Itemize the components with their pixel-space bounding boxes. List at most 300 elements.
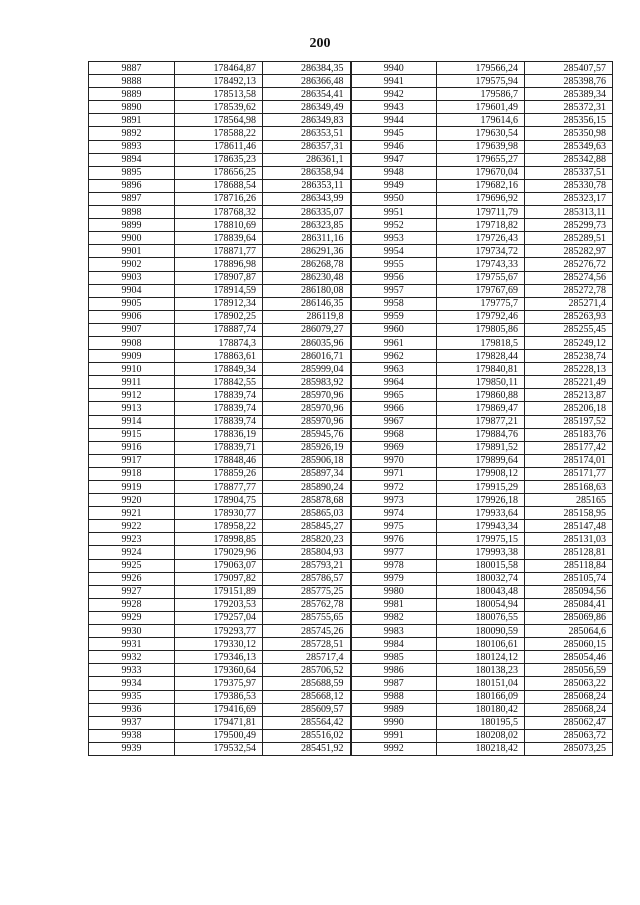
y-coordinate-cell: 285206,18 bbox=[525, 402, 613, 415]
y-coordinate-cell: 285263,93 bbox=[525, 310, 613, 323]
y-coordinate-cell: 286354,41 bbox=[263, 88, 351, 101]
y-coordinate-cell: 285068,24 bbox=[525, 690, 613, 703]
y-coordinate-cell: 286291,36 bbox=[263, 245, 351, 258]
x-coordinate-cell: 179655,27 bbox=[437, 153, 525, 166]
point-id-cell: 9978 bbox=[351, 559, 437, 572]
y-coordinate-cell: 285062,47 bbox=[525, 716, 613, 729]
point-id-cell: 9893 bbox=[89, 140, 175, 153]
y-coordinate-cell: 285970,96 bbox=[263, 389, 351, 402]
point-id-cell: 9987 bbox=[351, 677, 437, 690]
table-row bbox=[89, 310, 613, 323]
x-coordinate-cell: 178839,74 bbox=[175, 415, 263, 428]
point-id-cell: 9986 bbox=[351, 664, 437, 677]
y-coordinate-cell: 286353,51 bbox=[263, 127, 351, 140]
table-row bbox=[89, 271, 613, 284]
x-coordinate-cell: 178688,54 bbox=[175, 179, 263, 192]
y-coordinate-cell: 285717,4 bbox=[263, 651, 351, 664]
x-coordinate-cell: 179586,7 bbox=[437, 88, 525, 101]
x-coordinate-cell: 179792,46 bbox=[437, 310, 525, 323]
y-coordinate-cell: 285349,63 bbox=[525, 140, 613, 153]
x-coordinate-cell: 180124,12 bbox=[437, 651, 525, 664]
table-row bbox=[89, 245, 613, 258]
point-id-cell: 9976 bbox=[351, 533, 437, 546]
point-id-cell: 9931 bbox=[89, 638, 175, 651]
x-coordinate-cell: 179257,04 bbox=[175, 611, 263, 624]
x-coordinate-cell: 178768,32 bbox=[175, 206, 263, 219]
y-coordinate-cell: 285330,78 bbox=[525, 179, 613, 192]
point-id-cell: 9903 bbox=[89, 271, 175, 284]
table-row bbox=[89, 677, 613, 690]
y-coordinate-cell: 286079,27 bbox=[263, 323, 351, 336]
y-coordinate-cell: 285999,04 bbox=[263, 363, 351, 376]
x-coordinate-cell: 179029,96 bbox=[175, 546, 263, 559]
table-row bbox=[89, 258, 613, 271]
y-coordinate-cell: 286268,78 bbox=[263, 258, 351, 271]
y-coordinate-cell: 286311,16 bbox=[263, 232, 351, 245]
x-coordinate-cell: 178958,22 bbox=[175, 520, 263, 533]
y-coordinate-cell: 286361,1 bbox=[263, 153, 351, 166]
x-coordinate-cell: 178904,75 bbox=[175, 494, 263, 507]
x-coordinate-cell: 179943,34 bbox=[437, 520, 525, 533]
y-coordinate-cell: 285063,72 bbox=[525, 729, 613, 742]
table-row bbox=[89, 716, 613, 729]
x-coordinate-cell: 178871,77 bbox=[175, 245, 263, 258]
point-id-cell: 9950 bbox=[351, 192, 437, 205]
point-id-cell: 9887 bbox=[89, 62, 175, 75]
x-coordinate-cell: 179670,04 bbox=[437, 166, 525, 179]
point-id-cell: 9899 bbox=[89, 219, 175, 232]
x-coordinate-cell: 179718,82 bbox=[437, 219, 525, 232]
y-coordinate-cell: 286343,99 bbox=[263, 192, 351, 205]
point-id-cell: 9954 bbox=[351, 245, 437, 258]
point-id-cell: 9905 bbox=[89, 297, 175, 310]
x-coordinate-cell: 180138,23 bbox=[437, 664, 525, 677]
x-coordinate-cell: 179993,38 bbox=[437, 546, 525, 559]
table-row bbox=[89, 389, 613, 402]
x-coordinate-cell: 178513,58 bbox=[175, 88, 263, 101]
y-coordinate-cell: 285970,96 bbox=[263, 402, 351, 415]
point-id-cell: 9892 bbox=[89, 127, 175, 140]
point-id-cell: 9953 bbox=[351, 232, 437, 245]
point-id-cell: 9888 bbox=[89, 75, 175, 88]
y-coordinate-cell: 285983,92 bbox=[263, 376, 351, 389]
x-coordinate-cell: 178902,25 bbox=[175, 310, 263, 323]
x-coordinate-cell: 178839,74 bbox=[175, 402, 263, 415]
point-id-cell: 9947 bbox=[351, 153, 437, 166]
x-coordinate-cell: 179877,21 bbox=[437, 415, 525, 428]
y-coordinate-cell: 285073,25 bbox=[525, 742, 613, 755]
x-coordinate-cell: 179151,89 bbox=[175, 585, 263, 598]
y-coordinate-cell: 285084,41 bbox=[525, 598, 613, 611]
y-coordinate-cell: 285060,15 bbox=[525, 638, 613, 651]
table-row bbox=[89, 546, 613, 559]
y-coordinate-cell: 286146,35 bbox=[263, 297, 351, 310]
x-coordinate-cell: 179850,11 bbox=[437, 376, 525, 389]
x-coordinate-cell: 179726,43 bbox=[437, 232, 525, 245]
point-id-cell: 9921 bbox=[89, 507, 175, 520]
point-id-cell: 9952 bbox=[351, 219, 437, 232]
x-coordinate-cell: 180166,09 bbox=[437, 690, 525, 703]
y-coordinate-cell: 285728,51 bbox=[263, 638, 351, 651]
table-row bbox=[89, 284, 613, 297]
x-coordinate-cell: 178836,19 bbox=[175, 428, 263, 441]
table-row bbox=[89, 88, 613, 101]
point-id-cell: 9992 bbox=[351, 742, 437, 755]
point-id-cell: 9930 bbox=[89, 625, 175, 638]
table-row bbox=[89, 454, 613, 467]
y-coordinate-cell: 285890,24 bbox=[263, 481, 351, 494]
x-coordinate-cell: 178839,71 bbox=[175, 441, 263, 454]
x-coordinate-cell: 179828,44 bbox=[437, 350, 525, 363]
x-coordinate-cell: 179614,6 bbox=[437, 114, 525, 127]
point-id-cell: 9959 bbox=[351, 310, 437, 323]
point-id-cell: 9960 bbox=[351, 323, 437, 336]
table-row bbox=[89, 179, 613, 192]
y-coordinate-cell: 285313,11 bbox=[525, 206, 613, 219]
y-coordinate-cell: 285158,95 bbox=[525, 507, 613, 520]
table-row bbox=[89, 481, 613, 494]
point-id-cell: 9955 bbox=[351, 258, 437, 271]
point-id-cell: 9936 bbox=[89, 703, 175, 716]
point-id-cell: 9958 bbox=[351, 297, 437, 310]
coordinates-table bbox=[88, 61, 613, 756]
x-coordinate-cell: 179891,52 bbox=[437, 441, 525, 454]
table-row bbox=[89, 127, 613, 140]
y-coordinate-cell: 285105,74 bbox=[525, 572, 613, 585]
point-id-cell: 9963 bbox=[351, 363, 437, 376]
x-coordinate-cell: 179471,81 bbox=[175, 716, 263, 729]
point-id-cell: 9948 bbox=[351, 166, 437, 179]
x-coordinate-cell: 180054,94 bbox=[437, 598, 525, 611]
point-id-cell: 9944 bbox=[351, 114, 437, 127]
x-coordinate-cell: 179532,54 bbox=[175, 742, 263, 755]
table-row bbox=[89, 598, 613, 611]
table-row bbox=[89, 690, 613, 703]
point-id-cell: 9939 bbox=[89, 742, 175, 755]
point-id-cell: 9951 bbox=[351, 206, 437, 219]
point-id-cell: 9919 bbox=[89, 481, 175, 494]
x-coordinate-cell: 180208,02 bbox=[437, 729, 525, 742]
y-coordinate-cell: 285289,51 bbox=[525, 232, 613, 245]
point-id-cell: 9937 bbox=[89, 716, 175, 729]
table-row bbox=[89, 729, 613, 742]
y-coordinate-cell: 285171,77 bbox=[525, 467, 613, 480]
y-coordinate-cell: 285372,31 bbox=[525, 101, 613, 114]
y-coordinate-cell: 285668,12 bbox=[263, 690, 351, 703]
point-id-cell: 9900 bbox=[89, 232, 175, 245]
table-row bbox=[89, 350, 613, 363]
y-coordinate-cell: 285745,26 bbox=[263, 625, 351, 638]
y-coordinate-cell: 286180,08 bbox=[263, 284, 351, 297]
x-coordinate-cell: 179575,94 bbox=[437, 75, 525, 88]
x-coordinate-cell: 178907,87 bbox=[175, 271, 263, 284]
table-row bbox=[89, 651, 613, 664]
page-number: 200 bbox=[309, 36, 331, 51]
point-id-cell: 9957 bbox=[351, 284, 437, 297]
y-coordinate-cell: 285165 bbox=[525, 494, 613, 507]
y-coordinate-cell: 285926,19 bbox=[263, 441, 351, 454]
x-coordinate-cell: 179696,92 bbox=[437, 192, 525, 205]
x-coordinate-cell: 179933,64 bbox=[437, 507, 525, 520]
point-id-cell: 9927 bbox=[89, 585, 175, 598]
point-id-cell: 9897 bbox=[89, 192, 175, 205]
table-row bbox=[89, 336, 613, 349]
x-coordinate-cell: 178859,26 bbox=[175, 467, 263, 480]
y-coordinate-cell: 285054,46 bbox=[525, 651, 613, 664]
y-coordinate-cell: 286349,49 bbox=[263, 101, 351, 114]
point-id-cell: 9970 bbox=[351, 454, 437, 467]
x-coordinate-cell: 179869,47 bbox=[437, 402, 525, 415]
y-coordinate-cell: 285897,34 bbox=[263, 467, 351, 480]
y-coordinate-cell: 285128,81 bbox=[525, 546, 613, 559]
y-coordinate-cell: 285276,72 bbox=[525, 258, 613, 271]
y-coordinate-cell: 285350,98 bbox=[525, 127, 613, 140]
x-coordinate-cell: 178492,13 bbox=[175, 75, 263, 88]
y-coordinate-cell: 285398,76 bbox=[525, 75, 613, 88]
table-row bbox=[89, 140, 613, 153]
point-id-cell: 9906 bbox=[89, 310, 175, 323]
y-coordinate-cell: 285271,4 bbox=[525, 297, 613, 310]
x-coordinate-cell: 178877,77 bbox=[175, 481, 263, 494]
point-id-cell: 9961 bbox=[351, 336, 437, 349]
table-row bbox=[89, 114, 613, 127]
point-id-cell: 9965 bbox=[351, 389, 437, 402]
table-row bbox=[89, 192, 613, 205]
y-coordinate-cell: 285177,42 bbox=[525, 441, 613, 454]
point-id-cell: 9968 bbox=[351, 428, 437, 441]
x-coordinate-cell: 179775,7 bbox=[437, 297, 525, 310]
y-coordinate-cell: 285183,76 bbox=[525, 428, 613, 441]
table-row bbox=[89, 402, 613, 415]
x-coordinate-cell: 179884,76 bbox=[437, 428, 525, 441]
point-id-cell: 9982 bbox=[351, 611, 437, 624]
y-coordinate-cell: 285238,74 bbox=[525, 350, 613, 363]
table-row bbox=[89, 585, 613, 598]
y-coordinate-cell: 285793,21 bbox=[263, 559, 351, 572]
point-id-cell: 9923 bbox=[89, 533, 175, 546]
point-id-cell: 9914 bbox=[89, 415, 175, 428]
point-id-cell: 9929 bbox=[89, 611, 175, 624]
y-coordinate-cell: 285118,84 bbox=[525, 559, 613, 572]
x-coordinate-cell: 180218,42 bbox=[437, 742, 525, 755]
x-coordinate-cell: 179097,82 bbox=[175, 572, 263, 585]
table-row bbox=[89, 494, 613, 507]
y-coordinate-cell: 285068,24 bbox=[525, 703, 613, 716]
y-coordinate-cell: 285056,59 bbox=[525, 664, 613, 677]
point-id-cell: 9902 bbox=[89, 258, 175, 271]
point-id-cell: 9956 bbox=[351, 271, 437, 284]
y-coordinate-cell: 285609,57 bbox=[263, 703, 351, 716]
y-coordinate-cell: 286384,35 bbox=[263, 62, 351, 75]
point-id-cell: 9974 bbox=[351, 507, 437, 520]
y-coordinate-cell: 286016,71 bbox=[263, 350, 351, 363]
x-coordinate-cell: 178896,98 bbox=[175, 258, 263, 271]
table-row bbox=[89, 62, 613, 75]
x-coordinate-cell: 178912,34 bbox=[175, 297, 263, 310]
point-id-cell: 9975 bbox=[351, 520, 437, 533]
table-row bbox=[89, 467, 613, 480]
table-row bbox=[89, 664, 613, 677]
point-id-cell: 9896 bbox=[89, 179, 175, 192]
y-coordinate-cell: 285688,59 bbox=[263, 677, 351, 690]
x-coordinate-cell: 179063,07 bbox=[175, 559, 263, 572]
point-id-cell: 9911 bbox=[89, 376, 175, 389]
point-id-cell: 9989 bbox=[351, 703, 437, 716]
x-coordinate-cell: 180180,42 bbox=[437, 703, 525, 716]
point-id-cell: 9946 bbox=[351, 140, 437, 153]
x-coordinate-cell: 178656,25 bbox=[175, 166, 263, 179]
point-id-cell: 9966 bbox=[351, 402, 437, 415]
point-id-cell: 9967 bbox=[351, 415, 437, 428]
y-coordinate-cell: 285906,18 bbox=[263, 454, 351, 467]
y-coordinate-cell: 285407,57 bbox=[525, 62, 613, 75]
x-coordinate-cell: 179711,79 bbox=[437, 206, 525, 219]
y-coordinate-cell: 285131,03 bbox=[525, 533, 613, 546]
point-id-cell: 9910 bbox=[89, 363, 175, 376]
y-coordinate-cell: 286119,8 bbox=[263, 310, 351, 323]
y-coordinate-cell: 285564,42 bbox=[263, 716, 351, 729]
y-coordinate-cell: 285786,57 bbox=[263, 572, 351, 585]
point-id-cell: 9922 bbox=[89, 520, 175, 533]
point-id-cell: 9980 bbox=[351, 585, 437, 598]
x-coordinate-cell: 179386,53 bbox=[175, 690, 263, 703]
x-coordinate-cell: 179899,64 bbox=[437, 454, 525, 467]
x-coordinate-cell: 178848,46 bbox=[175, 454, 263, 467]
table-row bbox=[89, 323, 613, 336]
y-coordinate-cell: 285865,03 bbox=[263, 507, 351, 520]
x-coordinate-cell: 178930,77 bbox=[175, 507, 263, 520]
table-row bbox=[89, 703, 613, 716]
x-coordinate-cell: 179416,69 bbox=[175, 703, 263, 716]
table-row bbox=[89, 441, 613, 454]
x-coordinate-cell: 180032,74 bbox=[437, 572, 525, 585]
y-coordinate-cell: 285945,76 bbox=[263, 428, 351, 441]
x-coordinate-cell: 178849,34 bbox=[175, 363, 263, 376]
table-row bbox=[89, 507, 613, 520]
x-coordinate-cell: 179601,49 bbox=[437, 101, 525, 114]
point-id-cell: 9891 bbox=[89, 114, 175, 127]
table-row bbox=[89, 101, 613, 114]
point-id-cell: 9904 bbox=[89, 284, 175, 297]
table-row bbox=[89, 428, 613, 441]
point-id-cell: 9909 bbox=[89, 350, 175, 363]
point-id-cell: 9898 bbox=[89, 206, 175, 219]
x-coordinate-cell: 178839,74 bbox=[175, 389, 263, 402]
table-row bbox=[89, 232, 613, 245]
y-coordinate-cell: 285228,13 bbox=[525, 363, 613, 376]
point-id-cell: 9894 bbox=[89, 153, 175, 166]
y-coordinate-cell: 285213,87 bbox=[525, 389, 613, 402]
x-coordinate-cell: 179860,88 bbox=[437, 389, 525, 402]
point-id-cell: 9920 bbox=[89, 494, 175, 507]
x-coordinate-cell: 180090,59 bbox=[437, 625, 525, 638]
point-id-cell: 9912 bbox=[89, 389, 175, 402]
y-coordinate-cell: 285706,52 bbox=[263, 664, 351, 677]
x-coordinate-cell: 179767,69 bbox=[437, 284, 525, 297]
y-coordinate-cell: 285775,25 bbox=[263, 585, 351, 598]
x-coordinate-cell: 178716,26 bbox=[175, 192, 263, 205]
point-id-cell: 9917 bbox=[89, 454, 175, 467]
x-coordinate-cell: 179926,18 bbox=[437, 494, 525, 507]
x-coordinate-cell: 178611,46 bbox=[175, 140, 263, 153]
y-coordinate-cell: 285282,97 bbox=[525, 245, 613, 258]
point-id-cell: 9940 bbox=[351, 62, 437, 75]
y-coordinate-cell: 286335,07 bbox=[263, 206, 351, 219]
point-id-cell: 9942 bbox=[351, 88, 437, 101]
point-id-cell: 9935 bbox=[89, 690, 175, 703]
point-id-cell: 9928 bbox=[89, 598, 175, 611]
x-coordinate-cell: 178539,62 bbox=[175, 101, 263, 114]
table-row bbox=[89, 559, 613, 572]
point-id-cell: 9907 bbox=[89, 323, 175, 336]
point-id-cell: 9972 bbox=[351, 481, 437, 494]
coordinates-table-body bbox=[89, 62, 613, 756]
x-coordinate-cell: 179734,72 bbox=[437, 245, 525, 258]
point-id-cell: 9933 bbox=[89, 664, 175, 677]
x-coordinate-cell: 180106,61 bbox=[437, 638, 525, 651]
y-coordinate-cell: 286323,85 bbox=[263, 219, 351, 232]
y-coordinate-cell: 285249,12 bbox=[525, 336, 613, 349]
y-coordinate-cell: 286357,31 bbox=[263, 140, 351, 153]
x-coordinate-cell: 179630,54 bbox=[437, 127, 525, 140]
point-id-cell: 9916 bbox=[89, 441, 175, 454]
x-coordinate-cell: 178842,55 bbox=[175, 376, 263, 389]
y-coordinate-cell: 285820,23 bbox=[263, 533, 351, 546]
table-row bbox=[89, 376, 613, 389]
table-row bbox=[89, 611, 613, 624]
point-id-cell: 9962 bbox=[351, 350, 437, 363]
point-id-cell: 9983 bbox=[351, 625, 437, 638]
y-coordinate-cell: 285255,45 bbox=[525, 323, 613, 336]
point-id-cell: 9915 bbox=[89, 428, 175, 441]
x-coordinate-cell: 179908,12 bbox=[437, 467, 525, 480]
y-coordinate-cell: 285274,56 bbox=[525, 271, 613, 284]
x-coordinate-cell: 179818,5 bbox=[437, 336, 525, 349]
y-coordinate-cell: 285174,01 bbox=[525, 454, 613, 467]
y-coordinate-cell: 285342,88 bbox=[525, 153, 613, 166]
table-row bbox=[89, 638, 613, 651]
x-coordinate-cell: 178874,3 bbox=[175, 336, 263, 349]
point-id-cell: 9901 bbox=[89, 245, 175, 258]
y-coordinate-cell: 286349,83 bbox=[263, 114, 351, 127]
point-id-cell: 9949 bbox=[351, 179, 437, 192]
x-coordinate-cell: 179975,15 bbox=[437, 533, 525, 546]
x-coordinate-cell: 180076,55 bbox=[437, 611, 525, 624]
point-id-cell: 9926 bbox=[89, 572, 175, 585]
y-coordinate-cell: 285451,92 bbox=[263, 742, 351, 755]
x-coordinate-cell: 180043,48 bbox=[437, 585, 525, 598]
x-coordinate-cell: 178635,23 bbox=[175, 153, 263, 166]
point-id-cell: 9908 bbox=[89, 336, 175, 349]
table-row bbox=[89, 520, 613, 533]
point-id-cell: 9973 bbox=[351, 494, 437, 507]
point-id-cell: 9941 bbox=[351, 75, 437, 88]
point-id-cell: 9969 bbox=[351, 441, 437, 454]
x-coordinate-cell: 180195,5 bbox=[437, 716, 525, 729]
table-row bbox=[89, 297, 613, 310]
table-row bbox=[89, 166, 613, 179]
x-coordinate-cell: 179330,12 bbox=[175, 638, 263, 651]
x-coordinate-cell: 179500,49 bbox=[175, 729, 263, 742]
y-coordinate-cell: 285299,73 bbox=[525, 219, 613, 232]
point-id-cell: 9924 bbox=[89, 546, 175, 559]
point-id-cell: 9984 bbox=[351, 638, 437, 651]
y-coordinate-cell: 286358,94 bbox=[263, 166, 351, 179]
x-coordinate-cell: 179639,98 bbox=[437, 140, 525, 153]
x-coordinate-cell: 178998,85 bbox=[175, 533, 263, 546]
point-id-cell: 9890 bbox=[89, 101, 175, 114]
table-row bbox=[89, 625, 613, 638]
